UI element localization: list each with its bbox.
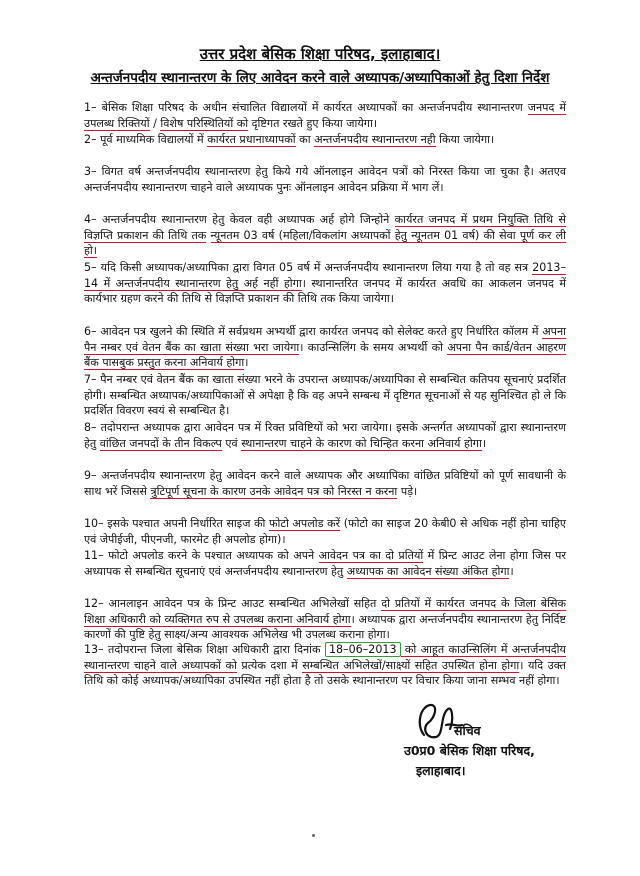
p2-highlight-headmasters: कार्यरत प्रधानाध्यापकों	[207, 133, 296, 146]
p12-tail: । अध्यापक द्वारा अन्तर्जनपदीय स्थानान्तरण हेतु निर्दिष्ट कारणों की पुष्टि हेतु साक्ष्य/अन्य आवश्यक अभिलेख भी उपलब्ध कराना होगा।	[84, 612, 567, 642]
paragraph-10	[84, 516, 566, 547]
paragraph-12	[84, 596, 566, 643]
p13-highlight-teachers: अन्तर्जनपदीय स्थानान्तरण चाहने वाले अध्यापकों को	[84, 643, 566, 672]
p11-highlight-app-number: अध्यापक का आवेदन संख्या अंकित होगा	[346, 564, 510, 578]
p4-highlight-min-years: न्यूनतम 03 वर्ष	[210, 228, 275, 242]
p5-highlight-session: 2013–14 में अन्तर्जनपदीय स्थानान्तरण हेतु अर्ह नहीं होगा	[84, 261, 566, 290]
paragraph-3	[84, 164, 566, 195]
p4-text: 4– अन्तर्जनपदीय स्थानान्तरण हेतु केवल वही अध्यापक अर्ह होगे जिन्होने	[84, 213, 395, 226]
p9-text: 9– अन्तर्जनपदीय स्थानान्तरण हेतु आवेदन करने वाले अध्यापक और अध्यापिका वांछित प्रविष्टियों को पूर्ण सावधानी के साथ भरें जिससे	[84, 469, 566, 498]
p12-text: 12– आनलाइन आवेदन पत्र के प्रिन्ट आउट सम्बन्धित अभिलेखों सहित	[84, 597, 382, 610]
paragraph-8	[84, 420, 566, 451]
paragraph-1	[84, 100, 566, 131]
p2-tail: किया जायेगा।	[435, 133, 495, 146]
p8-highlight-options: वांछित जनपदों के तीन विकल्प	[99, 436, 222, 450]
p9-tail: पड़े।	[397, 484, 418, 498]
p13-text: 13– तदोपरान्त जिला बेसिक शिक्षा अधिकारी द्वारा दिनांक	[84, 643, 325, 656]
p13-tail: । यदि उक्त तिथि को कोई अध्यापक/अध्यापिका उपस्थित नहीं होता है तो उसके स्थानान्तरण पर विचार किया जाना सम्भव नहीं होगा।	[84, 658, 566, 688]
signatory-organization: उ0प्र0 बेसिक शिक्षा परिषद,	[404, 743, 535, 758]
p4-highlight-first-posting: कार्यरत जनपद में प्रथम नियुक्ति तिथि से विज्ञप्ति प्रकाशन की तिथि तक	[84, 213, 566, 242]
p9-highlight-error: त्रुटिपूर्ण सूचना के कारण उनके आवेदन पत्र को निरस्त न करना	[150, 484, 398, 498]
p1-tail: दृष्टिगत रखते हुए किया जायेगा।	[248, 116, 378, 130]
document-subtitle: अन्तर्जनपदीय स्थानान्तरण के लिए आवेदन करने वाले अध्यापक/अध्यापिकाओं हेतु दिशा निर्देश	[90, 70, 550, 86]
counselling-date-box: 18–06–2013	[325, 642, 401, 657]
p11-highlight-copies: आवेदन पत्र का दो प्रतियों	[318, 549, 424, 562]
signatory-place: इलाहाबाद।	[416, 763, 466, 778]
p8-mid: एवं	[221, 436, 242, 450]
p8-highlight-reason: स्थानान्तरण चाहने के कारण को चिन्हित करना अनिवार्य होगा	[241, 436, 482, 450]
paragraph-4	[84, 212, 566, 259]
paragraph-11	[84, 548, 566, 579]
document-title: उत्तर प्रदेश बेसिक शिक्षा परिषद, इलाहाबाद।	[199, 45, 441, 63]
p12-highlight-submit: दो प्रतियों में कार्यरत जनपद के जिला बेसिक शिक्षा अधिकारी को व्यक्तिगत रुप से उपलब्ध कराना अनिवार्य होगा	[84, 597, 566, 626]
signatory-designation: सचिव	[454, 723, 481, 738]
p10-highlight-photo: फोटो अपलोड करें	[268, 517, 341, 530]
p8-text: 8– तदोपरान्त अध्यापक द्वारा आवेदन पत्र में रिक्त प्रविष्टियों को भरा जायेगा। इसके अन्तर्गत अध्यापकों द्वारा स्थानान्तरण हेतु	[84, 421, 566, 450]
paragraph-5	[84, 260, 566, 307]
p6-text: 6– आवेदन पत्र खुलने की स्थिति में सर्वप्रथम अभ्यर्थी द्वारा कार्यरत जनपद को सेलेक्ट करते हुए निर्धारित कॉलम में	[84, 325, 543, 338]
p6-highlight-passbook: अपना पैन कार्ड/वेतन आहरण बैंक पासबुक प्रस्तुत करना अनिवार्य होगा	[84, 340, 566, 370]
p1-text: 1– बेसिक शिक्षा परिषद के अधीन संचालित विद्यालयों में कार्यरत अध्यापकों का अन्तर्जनपदीय स्थानान्तरण	[84, 101, 528, 114]
p3-text: 3– विगत वर्ष अन्तर्जनपदीय स्थानान्तरण हेतु किये गये ऑनलाइन आवेदन पत्रों को निरस्त किया जा चुका है। अतएव अन्तर्जनपदीय स्थानान्तरण चाहने वाले अध्यापक पुनः ऑनलाइन आवेदन प्रक्रिया में भाग लें।	[84, 165, 566, 194]
p11-mid: में प्रिन्ट आउट लेना होगा जिस पर अध्यापक से सम्बन्धित सूचनाएं एवं अन्तर्जनपदीय स्थानान्तरण हेतु	[84, 549, 567, 578]
scan-speck	[312, 834, 315, 837]
p5-tail: । स्थानान्तरित जनपद में कार्यरत अवधि का आकलन जनपद में कार्यभार ग्रहण करने की तिथि से विज्ञप्ति प्रकाशन की तिथि तक किया जायेगा।	[84, 276, 566, 306]
p10-tail: (फोटो का साइज 20 केबी0 से अधिक नहीं होना चाहिए एवं जेपीईजी, पीएनजी, फारमेट ही अपलोड होगा)।	[84, 517, 566, 546]
p13-mid: प्रत्येक दशा में	[236, 658, 303, 672]
paragraph-9	[84, 468, 566, 499]
p8-tail: ।	[481, 436, 487, 450]
paragraph-2	[84, 132, 566, 148]
p11-text: 11– फोटो अपलोड करने के पश्चात अध्यापक को अपने	[84, 549, 319, 562]
p2-highlight-no-transfer: अन्तर्जनपदीय स्थानान्तरण नही	[314, 133, 436, 146]
p1-highlight-vacancies: जनपद में उपलब्ध रिक्तियों	[84, 101, 566, 130]
paragraph-6	[84, 324, 566, 371]
p1-sep: /	[149, 116, 161, 130]
p7-text: 7– पैन नम्बर एवं वेतन बैंक का खाता संख्या भरने के उपरान्त अध्यापक/अध्यापिका से सम्बन्धित कतिपय सूचनाएं प्रदर्शित होगी। सम्बन्धित अध्यापक/अध्यापिकाओं से अपेक्षा है कि वह अपने सम्बन्ध में दृष्टिगत सूचनाओं से यह सुनिश्चित हो ले कि प्रदर्शित विवरण स्वयं से सम्बन्धित है।	[84, 373, 566, 418]
paragraph-7	[84, 372, 566, 419]
p4-space	[206, 229, 210, 242]
p6-highlight-pan: अपना पैन नम्बर एवं वेतन बैंक का खाता संख्या भरा जायेगा	[84, 325, 566, 354]
p11-tail: ।	[509, 564, 514, 578]
p6-mid: । काउन्सिलिंग के समय अभ्यर्थी को	[299, 340, 448, 354]
p2-text: 2– पूर्व माध्यमिक विद्यालयों में	[84, 133, 208, 146]
p6-tail: ।	[244, 356, 249, 370]
p13-counselling: को आहूत काउन्सिलिंग में	[400, 643, 512, 656]
paragraph-13	[84, 642, 566, 689]
p5-text: 5– यदि किसी अध्यापक/अध्यापिका द्वारा विगत 05 वर्ष में अन्तर्जनपदीय स्थानान्तरण लिया गया है तो वह सत्र	[84, 261, 533, 274]
p4-tail: (महिला/विकलांग अध्यापकों हेतु न्यूनतम 01 वर्ष) की सेवा पूर्ण कर ली हो।	[84, 228, 566, 258]
p13-highlight-documents: सम्बन्धित अभिलेखों/साक्ष्यों सहित उपस्थित होना होगा	[302, 658, 520, 672]
p1-highlight-special: विशेष परिस्थितियों को	[160, 116, 249, 130]
p2-mid: का	[295, 133, 315, 146]
p10-text: 10– इसके पश्चात अपनी निर्धारित साइज की	[84, 517, 269, 530]
